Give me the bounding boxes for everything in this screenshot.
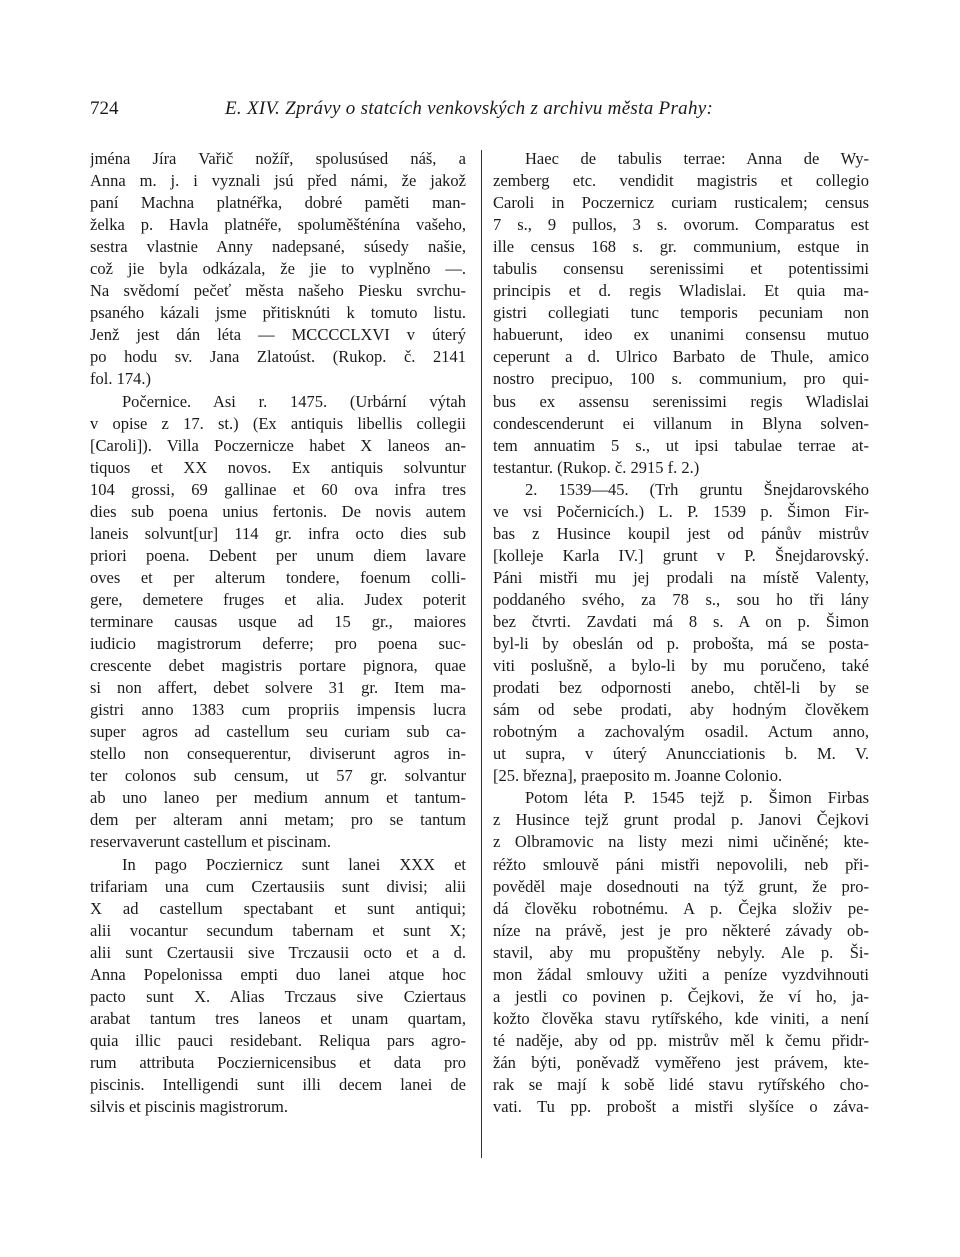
text-line: gistri anno 1383 cum propriis impensis lucra bbox=[90, 700, 466, 720]
column-divider bbox=[481, 150, 482, 1158]
text-line: rak se mají k sobě lidé stavu rytířského cho- bbox=[493, 1074, 869, 1094]
text-line: Anna m. j. i vyznali jsú před námi, že jakož bbox=[90, 171, 466, 191]
text-line: bus ex assensu serenissimi regis Wladislai bbox=[493, 391, 869, 411]
text-line: gere, demetere fruges et alia. Judex poterit bbox=[90, 589, 466, 609]
text-line: 7 s., 9 pullos, 3 s. ovorum. Comparatus est bbox=[493, 215, 869, 235]
text-line: silvis et piscinis magistrorum. bbox=[90, 1097, 288, 1117]
text-line: nostro precipuo, 100 s. communium, pro qui- bbox=[493, 369, 869, 389]
text-line: arabat tantum tres laneos et unam quartam, bbox=[90, 1008, 466, 1028]
text-line: condescenderunt ei villanum in Blyna solven- bbox=[493, 413, 869, 433]
text-line: byl-li by obeslán od p. probošta, má se posta- bbox=[493, 634, 869, 654]
text-line: po hodu sv. Jana Zlatoúst. (Rukop. č. 2141 bbox=[90, 347, 466, 367]
text-line: terminare causas usque ad 15 gr., maiores bbox=[90, 611, 466, 631]
text-line: trifariam una cum Czertausiis sunt divisi; alii bbox=[90, 876, 466, 896]
text-line: z Olbramovic na listy mezi nimi učiněné; kte- bbox=[493, 832, 869, 852]
text-line: dá člověku robotnému. A p. Čejka složiv pe- bbox=[493, 898, 869, 918]
text-line: si non affert, debet solvere 31 gr. Item ma- bbox=[90, 678, 466, 698]
text-line: alii sunt Czertausii sive Trczausii octo et a d. bbox=[90, 942, 466, 962]
text-line: kožto člověka stavu rytířského, kde viniti, a není bbox=[493, 1008, 869, 1028]
text-line: Počernice. Asi r. 1475. (Urbární výtah bbox=[122, 391, 466, 411]
running-title: E. XIV. Zprávy o statcích venkovských z archivu města Prahy: bbox=[225, 98, 714, 119]
text-line: pacto sunt X. Alias Trczaus sive Cziertaus bbox=[90, 986, 466, 1006]
text-line: oves et per alterum tondere, foenum colli- bbox=[90, 567, 466, 587]
text-line: níze na právě, jest je pro některé závady ob- bbox=[493, 920, 869, 940]
text-line: Na svědomí pečeť města našeho Piesku svrchu- bbox=[90, 281, 466, 301]
text-line: želka p. Havla platnéře, spoluměšténína vašeho, bbox=[90, 215, 466, 235]
text-line: fol. 174.) bbox=[90, 369, 151, 389]
text-line: rum attributa Pocziernicensibus et data pro bbox=[90, 1052, 466, 1072]
text-line: což jie byla odkázala, že jie to vyplněno —. bbox=[90, 259, 466, 279]
text-line: tem annuatim 5 s., ut ipsi tabulae terrae at- bbox=[493, 435, 869, 455]
text-line: alii vocantur secundum tabernam et sunt X; bbox=[90, 920, 466, 940]
text-line: testantur. (Rukop. č. 2915 f. 2.) bbox=[493, 457, 700, 477]
text-line: réžto smlouvě páni mistři nepovolili, neb při- bbox=[493, 854, 869, 874]
text-line: [25. března], praeposito m. Joanne Colonio. bbox=[493, 766, 783, 786]
text-line: priori poena. Debent per unum diem lavare bbox=[90, 545, 466, 565]
text-line: poddaného svého, za 78 s., sou ho tři lány bbox=[493, 589, 869, 609]
text-line: ut supra, v úterý Anuncciationis b. M. V. bbox=[493, 744, 869, 764]
text-line: quia illic pauci residebant. Reliqua pars agro- bbox=[90, 1030, 466, 1050]
text-line: [Caroli]). Villa Poczernicze habet X laneos an- bbox=[90, 435, 466, 455]
text-line: principis et d. regis Wladislai. Et quia ma- bbox=[493, 281, 869, 301]
text-line: ille census 168 s. gr. communium, estque in bbox=[493, 237, 869, 257]
text-line: z Husince tejž grunt prodal p. Janovi Čejkovi bbox=[493, 810, 869, 830]
text-line: ab uno laneo per medium annum et tantum- bbox=[90, 788, 466, 808]
text-line: jména Jíra Vařič nožíř, spolusúsed náš, a bbox=[90, 149, 466, 168]
text-line: iudicio magistrorum deferre; pro poena suc- bbox=[90, 634, 466, 654]
page-number: 724 bbox=[90, 98, 119, 119]
text-line: Haec de tabulis terrae: Anna de Wy- bbox=[525, 149, 869, 168]
text-line: ceperunt a d. Ulrico Barbato de Thule, amico bbox=[493, 347, 869, 367]
text-line: dem per alteram anni metam; pro se tantum bbox=[90, 810, 466, 830]
text-line: pověděl maje dosednouti na týž grunt, že pro- bbox=[493, 876, 869, 896]
text-line: ter colonos sub censum, ut 57 gr. solvantur bbox=[90, 766, 466, 786]
text-line: prodati bez odpornosti anebo, chtěl-li by se bbox=[493, 678, 869, 698]
text-line: 2. 1539—45. (Trh gruntu Šnejdarovského bbox=[525, 479, 869, 499]
text-line: ve vsi Počernicích.) L. P. 1539 p. Šimon Fir- bbox=[493, 501, 869, 521]
text-line: Jenž jest dán léta — MCCCCLXVI v úterý bbox=[90, 325, 466, 345]
text-line: laneis solvunt[ur] 114 gr. infra octo dies sub bbox=[90, 523, 466, 543]
text-line: 104 grossi, 69 gallinae et 60 ova infra tres bbox=[90, 479, 466, 499]
text-line: paní Machna platnéřka, dobré paměti man- bbox=[90, 193, 466, 213]
left-column bbox=[90, 148, 466, 1118]
text-line: viti poslušně, a bylo-li by mu poručeno, také bbox=[493, 656, 869, 676]
text-line: v opise z 17. st.) (Ex antiquis libellis collegii bbox=[90, 413, 466, 433]
text-line: robotným a zachovalým osadil. Actum anno, bbox=[493, 722, 869, 742]
text-line: super agros ad castellum seu curiam sub ca- bbox=[90, 722, 466, 742]
text-line: té naděje, aby od pp. mistrův měl k čemu přidr- bbox=[493, 1030, 869, 1050]
text-line: habuerunt, ideo ex unanimi consensu mutuo bbox=[493, 325, 869, 345]
text-line: sám od sebe prodati, aby hodným člověkem bbox=[493, 700, 869, 720]
text-line: gistri collegiati tunc temporis pecuniam non bbox=[493, 303, 869, 323]
text-line: reservaverunt castellum et piscinam. bbox=[90, 832, 331, 852]
text-line: Páni mistři mu jej prodali na místě Valenty, bbox=[493, 567, 869, 587]
text-line: stavil, aby mu propuštěny nebyly. Ale p. Ši- bbox=[493, 942, 869, 962]
text-line: [kolleje Karla IV.] grunt v P. Šnejdarovský. bbox=[493, 545, 869, 565]
text-line: tabulis consensu serenissimi et potentissimi bbox=[493, 259, 869, 279]
text-line: zemberg etc. vendidit magistris et collegio bbox=[493, 171, 869, 191]
text-line: Anna Popelonissa empti duo lanei atque hoc bbox=[90, 964, 466, 984]
text-line: vati. Tu pp. probošt a mistři slyšíce o záva- bbox=[493, 1097, 869, 1117]
text-line: sestra vlastnie Anny nadepsané, súsedy našie, bbox=[90, 237, 466, 257]
text-line: žán býti, poněvadž vyměřeno jest právem, kte- bbox=[493, 1052, 869, 1072]
text-line: stello non consequerentur, diviserunt agros in- bbox=[90, 744, 466, 764]
text-line: bas z Husince koupil jest od pánův mistrův bbox=[493, 523, 869, 543]
text-line: crescente debet magistris portare pignora, quae bbox=[90, 656, 466, 676]
text-line: dies sub poena unius fertonis. De novis autem bbox=[90, 501, 466, 521]
text-line: mon žádal smlouvy užiti a peníze vyzdvihnouti bbox=[493, 964, 869, 984]
text-line: tiquos et XX novos. Ex antiquis solvuntur bbox=[90, 457, 466, 477]
text-line: a jestli co povinen p. Čejkovi, že ví ho, ja- bbox=[493, 986, 869, 1006]
text-line: bez čtvrti. Zavdati má 8 s. A on p. Šimon bbox=[493, 611, 869, 631]
text-line: piscinis. Intelligendi sunt illi decem lanei de bbox=[90, 1074, 466, 1094]
text-line: psaného kázali jsme přitisknúti k tomuto listu. bbox=[90, 303, 466, 323]
right-column bbox=[493, 148, 869, 1118]
text-line: Potom léta P. 1545 tejž p. Šimon Firbas bbox=[525, 788, 869, 808]
text-line: X ad castellum spectabant et sunt antiqui; bbox=[90, 898, 466, 918]
text-line: In pago Pocziernicz sunt lanei XXX et bbox=[122, 854, 466, 874]
text-line: Caroli in Poczernicz curiam rusticalem; census bbox=[493, 193, 869, 213]
